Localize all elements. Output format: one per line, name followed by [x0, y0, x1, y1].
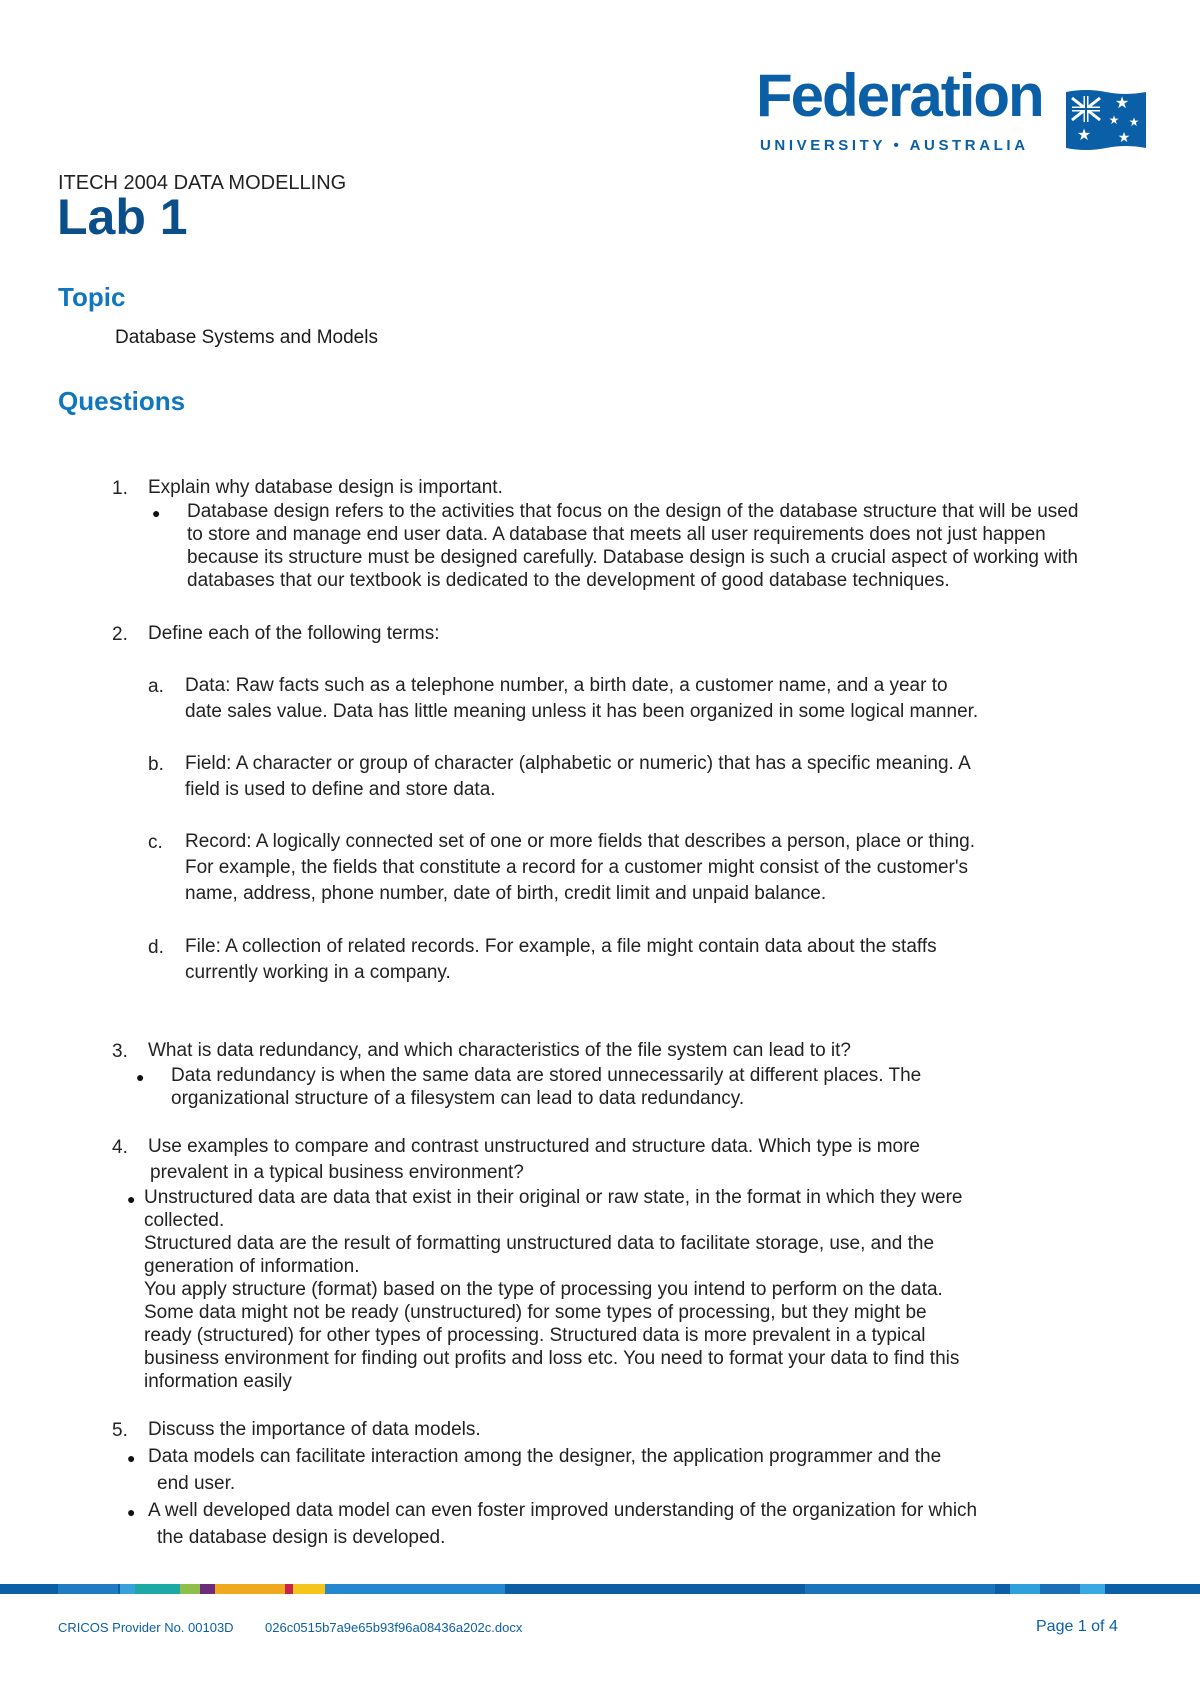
questions-heading: Questions: [58, 386, 186, 416]
course-title: ITECH 2004 DATA MODELLING: [58, 172, 347, 194]
answer-line: organizational structure of a filesystem can lead to data redundancy.: [171, 1088, 745, 1109]
footer-color-band: [0, 1584, 1200, 1594]
question-text: Use examples to compare and contrast unstructured and structure data. Which type is more: [148, 1136, 920, 1157]
bullet-icon: ●: [136, 1069, 145, 1085]
answer-line: Data redundancy is when the same data are stored unnecessarily at different places. The: [171, 1065, 922, 1086]
question-text: Discuss the importance of data models.: [148, 1419, 481, 1440]
question-number: 2.: [112, 624, 128, 645]
svg-text:★: ★: [1108, 113, 1120, 127]
document-filename: 026c0515b7a9e65b93f96a08436a202c.docx: [265, 1620, 523, 1635]
term-line: field is used to define and store data.: [185, 779, 496, 800]
answer-line: generation of information.: [144, 1256, 360, 1277]
logo-wordmark: Federation: [756, 62, 1043, 129]
answer-line: Some data might not be ready (unstructured) for some types of processing, but they might be: [144, 1302, 927, 1323]
item-letter: b.: [148, 754, 164, 775]
answer-line: information easily: [144, 1371, 292, 1392]
question-text: What is data redundancy, and which characteristics of the file system can lead to it?: [148, 1040, 851, 1061]
term-line: currently working in a company.: [185, 962, 451, 983]
logo-subtitle: UNIVERSITY • AUSTRALIA: [760, 137, 1029, 154]
answer-line: databases that our textbook is dedicated to the development of good database techniques.: [187, 570, 950, 591]
topic-text: Database Systems and Models: [115, 327, 378, 348]
answer-line: the database design is developed.: [157, 1527, 446, 1548]
bullet-icon: ●: [152, 505, 161, 521]
answer-line: business environment for finding out profits and loss etc. You need to format your data to find this: [144, 1348, 960, 1369]
question-number: 5.: [112, 1420, 128, 1441]
item-letter: a.: [148, 676, 164, 697]
answer-line: ready (structured) for other types of processing. Structured data is more prevalent in a typical: [144, 1325, 926, 1346]
svg-text:★: ★: [1117, 130, 1131, 146]
term-line: Field: A character or group of character (alphabetic or numeric) that has a specific meaning. A: [185, 753, 971, 774]
answer-line: because its structure must be designed carefully. Database design is such a crucial aspect of working with: [187, 547, 1078, 568]
question-text: prevalent in a typical business environment?: [150, 1162, 524, 1183]
answer-line: Structured data are the result of formatting unstructured data to facilitate storage, use, and the: [144, 1233, 935, 1254]
term-line: name, address, phone number, date of birth, credit limit and unpaid balance.: [185, 883, 827, 904]
answer-line: Database design refers to the activities that focus on the design of the database structure that will be used: [187, 501, 1079, 522]
bullet-icon: ●: [127, 1504, 136, 1520]
answer-line: Unstructured data are data that exist in their original or raw state, in the format in which they were: [144, 1187, 963, 1208]
term-line: For example, the fields that constitute a record for a customer might consist of the customer's: [185, 857, 968, 878]
svg-text:★: ★: [1114, 93, 1130, 112]
question-number: 3.: [112, 1041, 128, 1062]
term-line: Data: Raw facts such as a telephone number, a birth date, a customer name, and a year to: [185, 675, 948, 696]
item-letter: c.: [148, 832, 163, 853]
question-text: Explain why database design is important.: [148, 477, 503, 498]
question-number: 4.: [112, 1137, 128, 1158]
topic-heading: Topic: [58, 282, 126, 312]
answer-line: Data models can facilitate interaction among the designer, the application programmer and the: [148, 1446, 942, 1467]
page-number: Page 1 of 4: [1036, 1618, 1118, 1635]
answer-line: collected.: [144, 1210, 225, 1231]
bullet-icon: ●: [127, 1191, 136, 1207]
flag-icon: [1066, 88, 1146, 152]
term-line: Record: A logically connected set of one or more fields that describes a person, place or thing.: [185, 831, 976, 852]
answer-line: You apply structure (format) based on the type of processing you intend to perform on the data.: [144, 1279, 943, 1300]
question-number: 1.: [112, 478, 128, 499]
federation-university-logo: [756, 62, 1146, 160]
question-text: Define each of the following terms:: [148, 623, 440, 644]
item-letter: d.: [148, 937, 164, 958]
page-title: Lab 1: [57, 189, 188, 245]
term-line: File: A collection of related records. For example, a file might contain data about the staffs: [185, 936, 937, 957]
term-line: date sales value. Data has little meaning unless it has been organized in some logical manner.: [185, 701, 979, 722]
cricos-number: CRICOS Provider No. 00103D: [58, 1620, 234, 1635]
svg-text:★: ★: [1128, 115, 1140, 129]
answer-line: to store and manage end user data. A database that meets all user requirements does not just happen: [187, 524, 1046, 545]
answer-line: A well developed data model can even foster improved understanding of the organization for which: [148, 1500, 978, 1521]
svg-text:★: ★: [1076, 125, 1092, 144]
answer-line: end user.: [157, 1473, 236, 1494]
bullet-icon: ●: [127, 1450, 136, 1466]
